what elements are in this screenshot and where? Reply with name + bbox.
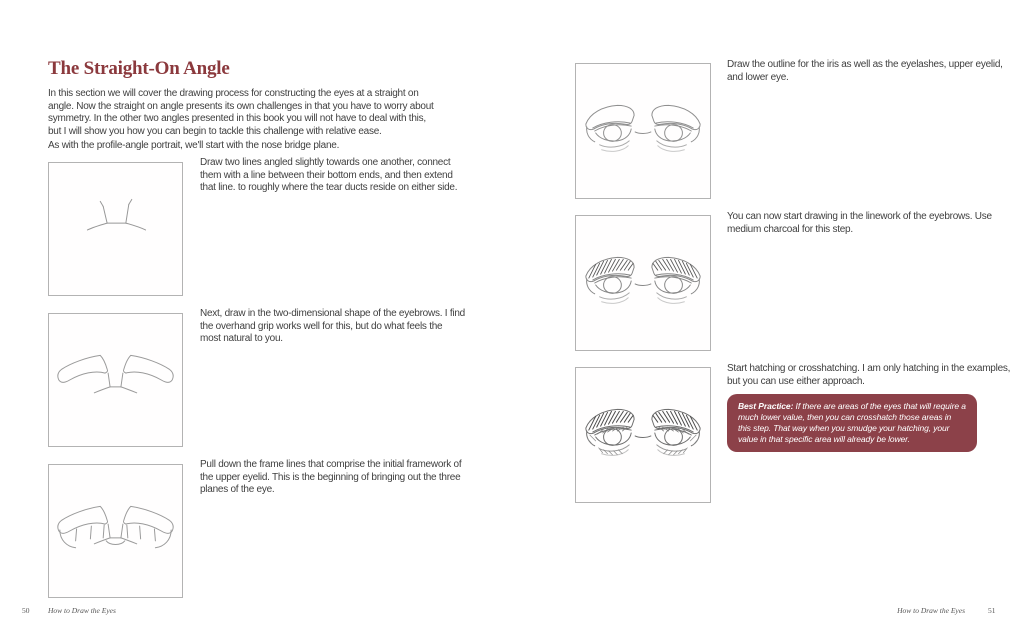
step-caption: You can now start drawing in the linework of the eyebrows. Use medium charcoal for this step. (727, 211, 992, 235)
running-book-title: How to Draw the Eyes (48, 606, 116, 615)
step-caption: Draw the outline for the iris as well as the eyelashes, upper eyelid, and lower eye. (727, 59, 1003, 83)
iris-eyelash-outline-sketch (576, 64, 710, 198)
step-caption: Draw two lines angled slightly towards one another, connect them with a line between their bottom ends, and then extend that line. to roughly where the tear ducts reside on either side. (200, 157, 458, 193)
step-caption: Start hatching or crosshatching. I am only hatching in the examples, but you can use either approach. (727, 363, 1011, 387)
lead-paragraph: As with the profile-angle portrait, we'll start with the nose bridge plane. (48, 140, 340, 151)
step-figure-eyebrow-linework (575, 215, 711, 351)
nose-bridge-plane-sketch (49, 163, 182, 295)
eyelid-frame-lines-sketch (49, 465, 182, 597)
step-caption: Next, draw in the two-dimensional shape of the eyebrows. I find the overhand grip works well for this, but do what feels the most natural to you. (200, 308, 465, 344)
eyebrow-shapes-sketch (49, 314, 182, 446)
step-figure-eyelid-frame (48, 464, 183, 598)
step-figure-nose-bridge (48, 162, 183, 296)
intro-paragraph: In this section we will cover the drawing process for constructing the eyes at a straight on angle. Now the straight on angle presents its own challenges in that you have to worry about symmetry. In the other two angles presented in this book you will not have to deal with this, but I will show you how you can begin to tackle this challenge with relative ease. (48, 88, 434, 137)
page-title: The Straight-On Angle (48, 58, 230, 79)
best-practice-text: If there are areas of the eyes that will require a much lower value, then you can crosshatch those areas in this step. That way when you smudge your hatching, your value in that specific area will already be lower. (738, 401, 966, 444)
hatching-sketch (576, 368, 710, 502)
page-number: 50 (22, 606, 30, 615)
step-figure-eyebrow-shapes (48, 313, 183, 447)
step-figure-hatching (575, 367, 711, 503)
page-number: 51 (988, 606, 996, 615)
step-figure-iris-outline (575, 63, 711, 199)
running-book-title: How to Draw the Eyes (897, 606, 965, 615)
best-practice-label: Best Practice: (738, 401, 794, 411)
best-practice-callout (727, 394, 977, 452)
eyebrow-linework-sketch (576, 216, 710, 350)
step-caption: Pull down the frame lines that comprise the initial framework of the upper eyelid. This is the beginning of bringing out the three planes of the eye. (200, 459, 462, 495)
